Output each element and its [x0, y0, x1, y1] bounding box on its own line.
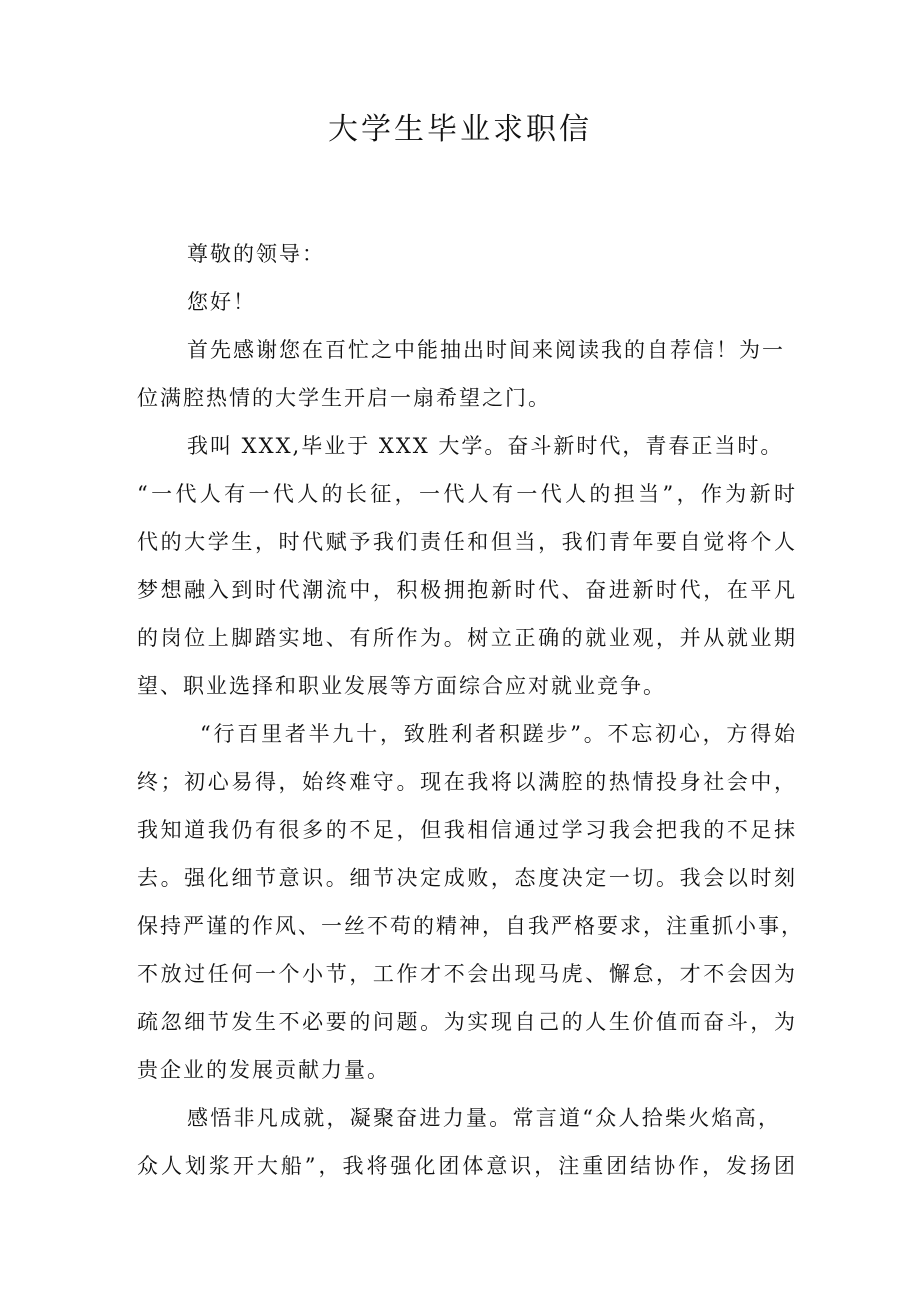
paragraph-line: 终；初心易得，始终难守。现在我将以满腔的热情投身社会中，	[137, 770, 797, 794]
paragraph-line: 位满腔热情的大学生开启一扇希望之门。	[137, 386, 551, 410]
paragraph-line: 望、职业选择和职业发展等方面综合应对就业竞争。	[137, 674, 666, 698]
paragraph-line: 不放过任何一个小节，工作才不会出现马虎、懈怠，才不会因为	[137, 962, 797, 986]
greeting: 您好！	[187, 290, 256, 314]
paragraph-line: 疏忽细节发生不必要的问题。为实现自己的人生价值而奋斗，为	[137, 1010, 797, 1034]
paragraph-line: 梦想融入到时代潮流中，积极拥抱新时代、奋进新时代，在平凡	[137, 578, 797, 602]
document-title: 大学生毕业求职信	[328, 112, 592, 147]
paragraph-line: 首先感谢您在百忙之中能抽出时间来阅读我的自荐信！为一	[187, 338, 785, 362]
paragraph-line: 去。强化细节意识。细节决定成败，态度决定一切。我会以时刻	[137, 866, 797, 890]
paragraph-line: 贵企业的发展贡献力量。	[137, 1058, 390, 1082]
paragraph-line: 的岗位上脚踏实地、有所作为。树立正确的就业观，并从就业期	[137, 626, 797, 650]
paragraph-line: 代的大学生，时代赋予我们责任和但当，我们青年要自觉将个人	[137, 530, 797, 554]
paragraph-line: 保持严谨的作风、一丝不苟的精神，自我严格要求，注重抓小事，	[137, 914, 804, 938]
paragraph-line: “行百里者半九十，致胜利者积蹉步”。不忘初心，方得始	[200, 722, 797, 746]
paragraph-line: 众人划浆开大船”，我将强化团体意识，注重团结协作，发扬团	[137, 1154, 797, 1178]
paragraph-line: “一代人有一代人的长征，一代人有一代人的担当”，作为新时	[137, 482, 797, 506]
salutation: 尊敬的领导：	[187, 242, 325, 266]
paragraph-line: 我知道我仍有很多的不足，但我相信通过学习我会把我的不足抹	[137, 818, 797, 842]
paragraph-line: 我叫 XXX,毕业于 XXX 大学。奋斗新时代，青春正当时。	[187, 434, 784, 458]
paragraph-line: 感悟非凡成就，凝聚奋进力量。常言道“众人拾柴火焰高，	[187, 1106, 781, 1130]
